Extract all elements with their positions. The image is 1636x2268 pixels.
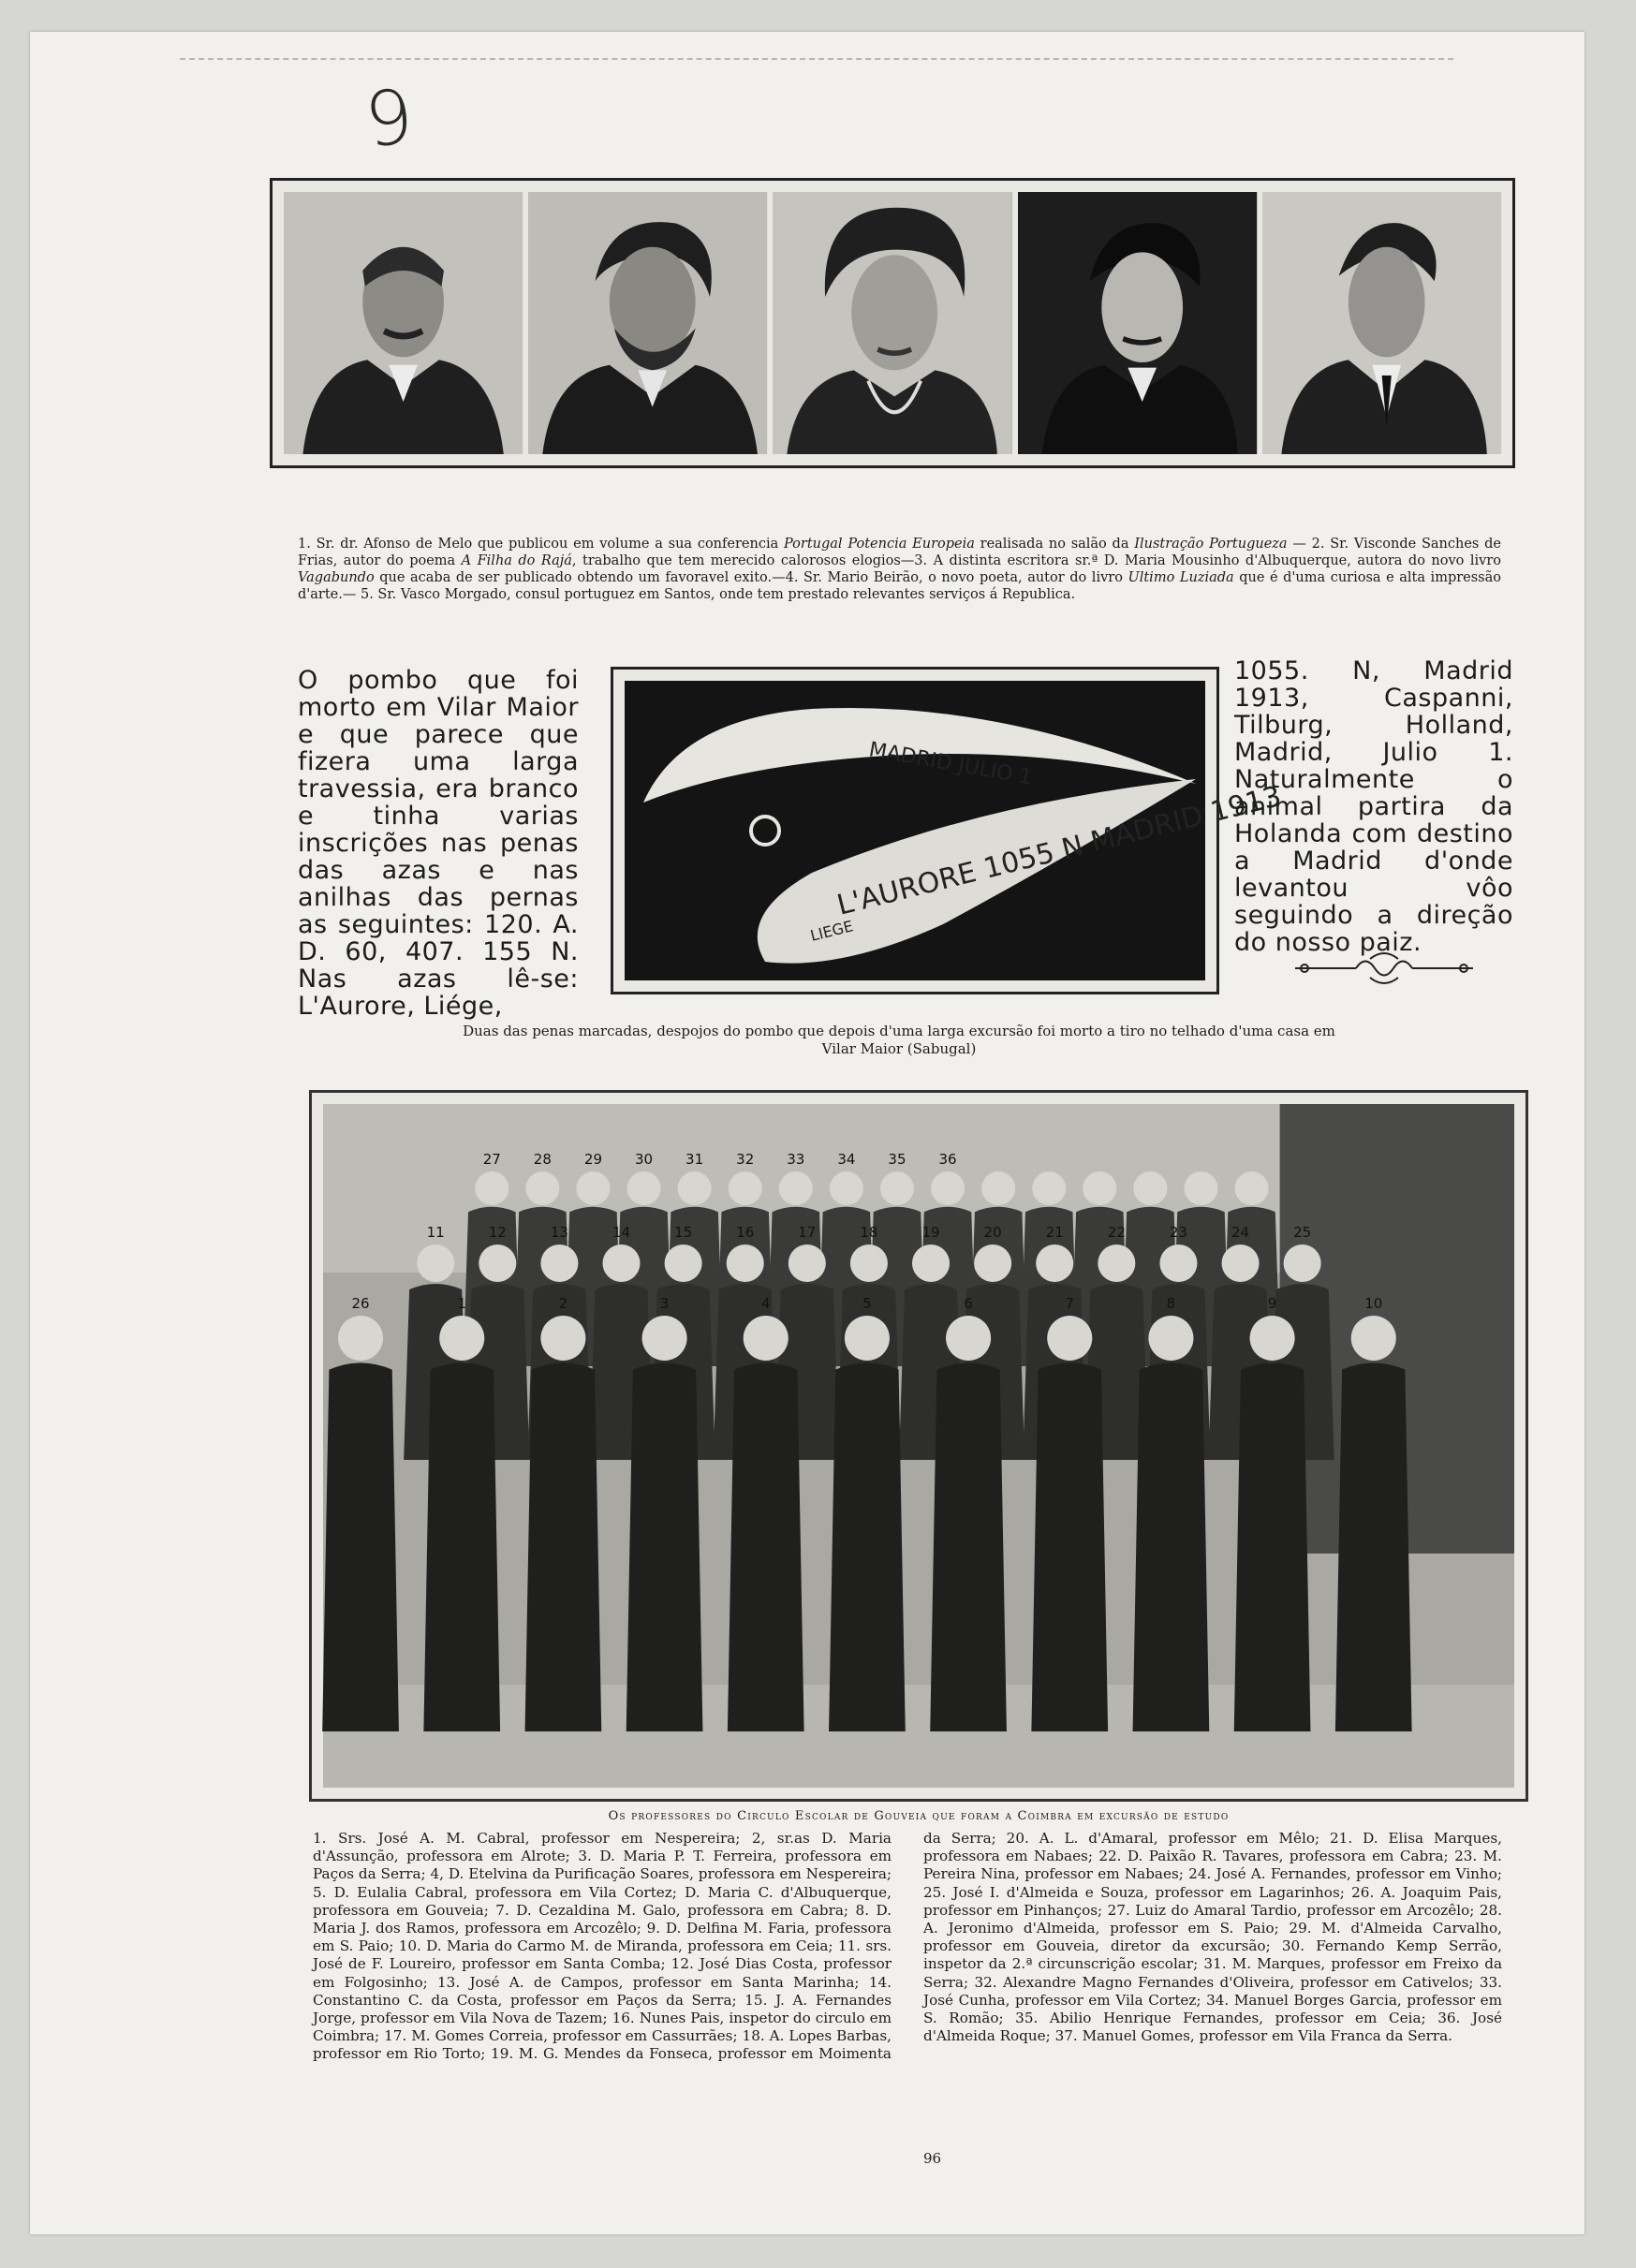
person-head — [850, 1244, 888, 1282]
handwritten-page-number: 9 — [361, 72, 418, 165]
person-head — [678, 1171, 712, 1205]
caption-text: — 2. Sr. Visconde Sanches de Frias, autor do poema — [298, 537, 1501, 568]
portrait-3 — [773, 192, 1011, 454]
person-figure — [423, 1362, 500, 1731]
group-number-label: 36 — [938, 1151, 957, 1168]
person-head — [1250, 1316, 1295, 1361]
group-number-label: 12 — [488, 1224, 507, 1241]
group-number-label: 18 — [860, 1224, 878, 1241]
group-number-label: 2 — [558, 1295, 568, 1312]
person-head — [1036, 1244, 1073, 1282]
person-head — [338, 1316, 383, 1361]
person-head — [1184, 1171, 1217, 1205]
group-number-label: 23 — [1169, 1224, 1187, 1241]
person-head — [974, 1244, 1011, 1282]
person-head — [880, 1171, 914, 1205]
person-head — [475, 1171, 508, 1205]
person-head — [665, 1244, 702, 1282]
person-head — [479, 1244, 516, 1282]
person-figure — [728, 1362, 804, 1731]
person-head — [779, 1171, 813, 1205]
group-number-label: 9 — [1267, 1295, 1277, 1312]
group-number-label: 29 — [583, 1151, 603, 1168]
group-number-label: 15 — [674, 1224, 693, 1241]
story-right-column: 1055. N, Madrid 1913, Caspanni, Tilburg, Holland, Madrid, Julio 1. Naturalmente o animal partira da Holanda com destino a Madrid d'onde levantou vôo seguindo a direção do nosso paiz. — [1234, 656, 1513, 957]
caption-text: , trabalho que tem merecido calorosos elogios—3. A distinta escritora sr.ª D. Maria Mousinho d'Albuquerque, autora do novo livro — [571, 553, 1501, 568]
caption-title: Ilustração Portugueza — [1134, 537, 1288, 552]
person-head — [439, 1316, 484, 1361]
group-number-label: 16 — [736, 1224, 755, 1241]
person-head — [540, 1244, 578, 1282]
group-number-label: 17 — [798, 1224, 817, 1241]
caption-title: A Filha do Rajá — [461, 553, 572, 568]
group-number-label: 22 — [1107, 1224, 1126, 1241]
decorative-ornament — [1290, 950, 1478, 987]
person-figure — [1335, 1362, 1412, 1731]
person-head — [540, 1316, 585, 1361]
person-figure — [1031, 1362, 1108, 1731]
group-number-label: 27 — [482, 1151, 501, 1168]
feather-inscription-lower-small: LIEGE — [808, 917, 855, 945]
group-number-label: 25 — [1293, 1224, 1312, 1241]
person-head — [627, 1171, 661, 1205]
portrait-strip — [270, 178, 1515, 468]
story-left-column: O pombo que foi morto em Vilar Maior e que parece que fizera uma larga travessia, era branco e tinha varias inscrições nas penas das azas e nas anilhas das pernas as seguintes: 120. A. D. 60, 407. 155 N. Nas azas lê-se: L'Aurore, Liége, — [298, 666, 579, 1021]
page-number: 96 — [923, 2150, 942, 2167]
group-number-label: 19 — [921, 1224, 940, 1241]
person-figure — [829, 1362, 906, 1731]
group-number-label: 1 — [457, 1295, 467, 1312]
person-head — [1047, 1316, 1092, 1361]
group-caption-list: 1. Srs. José A. M. Cabral, professor em Nespereira; 2, sr.as D. Maria d'Assunção, professora em Alrote; 3. D. Maria P. T. Ferreira, professora em Paços da Serra; 4, D. Etelvina da Purificação Soares, professora em Nespereira; 5. D. Eulalia Cabral, professora em Vila Cortez; D. Maria C. d'Albuquerque, professora em Gouveia; 7. D. Cezaldina M. Galo, professora em Cabra; 8. D. Maria J. dos Ramos, professora em Arcozêlo; 9. D. Delfina M. Faria, professora em S. Paio; 10. D. Maria do Carmo M. de Miranda, professora em Ceia; 11. srs. José de F. Loureiro, professor em Santa Comba; 12. José Dias Costa, professor em Folgosinho; 13. José A. de Campos, professor em Santa Marinha; 14. Constantino C. da Costa, professor em Paços da Serra; 15. J. A. Fernandes Jorge, professor em Vila Nova de Tazem; 16. Nunes Pais, inspetor do circulo em Coimbra; 17. M. Gomes Correia, professor em Cassurrães; 18. A. Lopes Barbas, professor em Rio Torto; 19. M. G. Mendes da Fonseca, professor em Moimenta da Serra; 20. A. L. d'Amaral, professor em Mêlo; 21. D. Elisa Marques, professora em Nabaes; 22. D. Paixão R. Tavares, professora em Cabra; 23. M. Pereira Nina, professor em Nabaes; 24. José A. Fernandes, professor em Vinho; 25. José I. d'Almeida e Souza, professor em Lagarinhos; 26. A. Joaquim Pais, professor em Pinhanços; 27. Luiz do Amaral Tardio, professor em Arcozêlo; 28. A. Jeronimo d'Almeida, professor em S. Paio; 29. M. d'Almeida Carvalho, professor em Gouveia, diretor da excursão; 30. Fernando Kemp Serrão, inspetor da 2.ª circunscrição escolar; 31. M. Marques, professor em Freixo da Serra; 32. Alexandre Magno Fernandes d'Oliveira, professor em Cativelos; 33. José Cunha, professor em Vila Cortez; 34. Manuel Borges Garcia, professor em S. Romão; 35. Abilio Henrique Fernandes, professor em Ceia; 36. José d'Almeida Roque; 37. Manuel Gomes, professor em Vila Franca da Serra. — [313, 1830, 1502, 2063]
feather-inscription-lower: L'AURORE 1055 N MADRID 1913 — [833, 779, 1285, 922]
person-figure — [1133, 1362, 1210, 1731]
group-number-label: 31 — [685, 1151, 704, 1168]
caption-title: Vagabundo — [298, 570, 375, 585]
group-number-label: 32 — [736, 1151, 755, 1168]
person-head — [1222, 1244, 1260, 1282]
caption-text: realisada no salão da — [974, 537, 1135, 552]
group-number-label: 7 — [1065, 1295, 1075, 1312]
group-number-label: 6 — [964, 1295, 973, 1312]
person-head — [946, 1316, 991, 1361]
portrait-1 — [284, 192, 523, 454]
person-head — [931, 1171, 965, 1205]
portrait-5 — [1262, 192, 1501, 454]
caption-text: que acaba de ser publicado obtendo um favoravel exito.—4. Sr. Mario Beirão, o novo poeta, autor do livro — [374, 570, 1128, 585]
person-figure — [1234, 1362, 1311, 1731]
person-head — [1133, 1171, 1167, 1205]
person-figure — [322, 1362, 399, 1731]
group-number-label: 26 — [351, 1295, 370, 1312]
group-number-label: 20 — [983, 1224, 1002, 1241]
group-photo-image — [323, 1104, 1514, 1788]
group-number-label: 5 — [862, 1295, 872, 1312]
person-head — [912, 1244, 950, 1282]
group-number-label: 28 — [533, 1151, 552, 1168]
group-number-label: 4 — [760, 1295, 771, 1312]
person-head — [744, 1316, 789, 1361]
group-number-label: 11 — [426, 1224, 445, 1241]
caption-title: Portugal Potencia Europeia — [784, 537, 975, 552]
group-number-label: 13 — [550, 1224, 568, 1241]
person-head — [789, 1244, 826, 1282]
portrait-4 — [1018, 192, 1257, 454]
group-number-label: 34 — [837, 1151, 856, 1168]
person-head — [1083, 1171, 1116, 1205]
person-head — [1351, 1316, 1396, 1361]
group-number-label: 21 — [1045, 1224, 1064, 1241]
caption-text: que é d'uma curiosa e alta impressão d'arte.— 5. Sr. Vasco Morgado, consul portuguez em Santos, onde tem prestado relevantes serviços á Republica. — [298, 570, 1501, 602]
group-photo-caption: Os professores do Circulo Escolar de Gouveia que foram a Coimbra em excursão de estudo — [608, 1809, 1230, 1823]
person-figure — [930, 1362, 1007, 1731]
group-number-label: 3 — [659, 1295, 670, 1312]
person-figure — [525, 1362, 602, 1731]
group-number-label: 35 — [888, 1151, 906, 1168]
portrait-caption — [298, 536, 1501, 603]
person-head — [729, 1171, 762, 1205]
group-number-label: 30 — [634, 1151, 654, 1168]
feather-caption: Duas das penas marcadas, despojos do pombo que depois d'uma larga excursão foi morto a tiro no telhado d'uma casa em Vilar Maior (Sabugal) — [463, 1023, 1335, 1057]
portrait-2 — [528, 192, 767, 454]
person-head — [602, 1244, 640, 1282]
feather-inscription-upper: MADRID JULIO 1 — [866, 738, 1034, 790]
caption-text: 1. Sr. dr. Afonso de Melo que publicou em volume a sua conferencia — [298, 537, 784, 552]
person-head — [830, 1171, 863, 1205]
person-head — [981, 1171, 1015, 1205]
caption-title: Ultimo Luziada — [1128, 570, 1234, 585]
feather-photo-image — [625, 681, 1285, 980]
person-head — [727, 1244, 764, 1282]
person-head — [845, 1316, 890, 1361]
person-head — [1159, 1244, 1197, 1282]
person-head — [417, 1244, 454, 1282]
group-number-label: 10 — [1364, 1295, 1383, 1312]
person-head — [1235, 1171, 1269, 1205]
person-head — [1032, 1171, 1066, 1205]
group-photo — [309, 1090, 1528, 1802]
person-head — [642, 1316, 687, 1361]
person-head — [1098, 1244, 1135, 1282]
person-head — [1284, 1244, 1321, 1282]
person-head — [525, 1171, 559, 1205]
scan-border-mark — [180, 58, 1453, 69]
group-number-label: 14 — [612, 1224, 631, 1241]
group-number-label: 24 — [1231, 1224, 1250, 1241]
person-head — [576, 1171, 610, 1205]
person-head — [1148, 1316, 1193, 1361]
group-number-label: 33 — [787, 1151, 805, 1168]
group-number-label: 8 — [1166, 1295, 1176, 1312]
feather-photo — [611, 667, 1285, 994]
person-figure — [626, 1362, 703, 1731]
